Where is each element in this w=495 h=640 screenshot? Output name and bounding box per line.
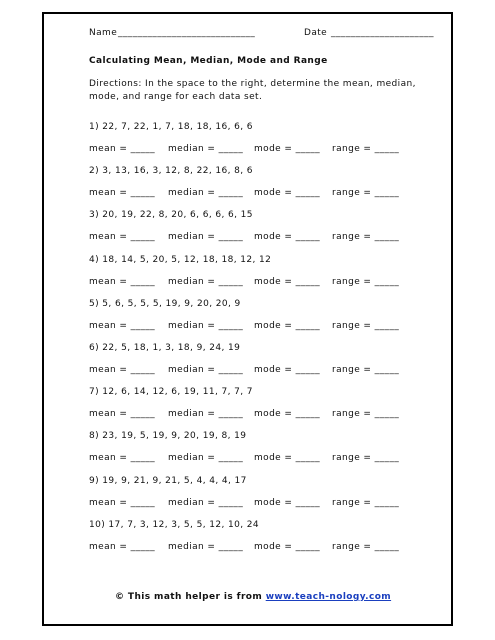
problem-data-set: 5) 5, 6, 5, 5, 5, 19, 9, 20, 20, 9 bbox=[89, 298, 241, 309]
mean-answer-blank[interactable]: mean = _____ bbox=[89, 232, 156, 243]
median-answer-blank[interactable]: median = _____ bbox=[168, 497, 244, 508]
mode-answer-blank[interactable]: mode = _____ bbox=[254, 232, 321, 243]
date-blank[interactable]: _____________________ bbox=[331, 28, 434, 38]
problem-data-set: 8) 23, 19, 5, 19, 9, 20, 19, 8, 19 bbox=[89, 431, 247, 442]
range-answer-blank[interactable]: range = _____ bbox=[332, 365, 400, 375]
mode-answer-blank[interactable]: mode = _____ bbox=[254, 497, 321, 508]
range-answer-blank[interactable]: range = _____ bbox=[332, 320, 400, 331]
mode-answer-blank[interactable]: mode = _____ bbox=[254, 320, 321, 331]
median-answer-blank[interactable]: median = _____ bbox=[168, 453, 244, 464]
problem-data-set: 3) 20, 19, 22, 8, 20, 6, 6, 6, 6, 15 bbox=[89, 210, 253, 221]
mode-answer-blank[interactable]: mode = _____ bbox=[254, 409, 321, 420]
directions-line-1: Directions: In the space to the right, determine the mean, median, bbox=[89, 79, 416, 89]
median-answer-blank[interactable]: median = _____ bbox=[168, 232, 244, 243]
median-answer-blank[interactable]: median = _____ bbox=[168, 541, 244, 552]
mean-answer-blank[interactable]: mean = _____ bbox=[89, 144, 156, 154]
problem-data-set: 10) 17, 7, 3, 12, 3, 5, 5, 12, 10, 24 bbox=[89, 519, 260, 530]
mean-answer-blank[interactable]: mean = _____ bbox=[89, 409, 156, 420]
range-answer-blank[interactable]: range = _____ bbox=[332, 497, 400, 508]
median-answer-blank[interactable]: median = _____ bbox=[168, 188, 244, 199]
name-label: Name bbox=[89, 28, 118, 38]
worksheet-page bbox=[42, 12, 453, 626]
median-answer-blank[interactable]: median = _____ bbox=[168, 276, 244, 287]
problem-data-set: 7) 12, 6, 14, 12, 6, 19, 11, 7, 7, 7 bbox=[89, 387, 253, 398]
mode-answer-blank[interactable]: mode = _____ bbox=[254, 276, 321, 287]
date-label: Date bbox=[304, 28, 328, 38]
range-answer-blank[interactable]: range = _____ bbox=[332, 541, 400, 552]
footer-credit bbox=[115, 592, 391, 602]
mean-answer-blank[interactable]: mean = _____ bbox=[89, 365, 156, 375]
footer-prefix: © This math helper is from bbox=[115, 592, 266, 602]
mode-answer-blank[interactable]: mode = _____ bbox=[254, 541, 321, 552]
problem-data-set: 9) 19, 9, 21, 9, 21, 5, 4, 4, 4, 17 bbox=[89, 475, 247, 486]
range-answer-blank[interactable]: range = _____ bbox=[332, 409, 400, 420]
problem-data-set: 2) 3, 13, 16, 3, 12, 8, 22, 16, 8, 6 bbox=[89, 166, 253, 177]
median-answer-blank[interactable]: median = _____ bbox=[168, 320, 244, 331]
worksheet-title: Calculating Mean, Median, Mode and Range bbox=[89, 56, 328, 66]
mean-answer-blank[interactable]: mean = _____ bbox=[89, 276, 156, 287]
mean-answer-blank[interactable]: mean = _____ bbox=[89, 541, 156, 552]
mode-answer-blank[interactable]: mode = _____ bbox=[254, 365, 321, 375]
directions-line-2: mode, and range for each data set. bbox=[89, 92, 263, 102]
range-answer-blank[interactable]: range = _____ bbox=[332, 188, 400, 199]
range-answer-blank[interactable]: range = _____ bbox=[332, 453, 400, 464]
range-answer-blank[interactable]: range = _____ bbox=[332, 144, 400, 154]
mean-answer-blank[interactable]: mean = _____ bbox=[89, 497, 156, 508]
problem-data-set: 4) 18, 14, 5, 20, 5, 12, 18, 18, 12, 12 bbox=[89, 254, 272, 265]
mode-answer-blank[interactable]: mode = _____ bbox=[254, 144, 321, 154]
mean-answer-blank[interactable]: mean = _____ bbox=[89, 320, 156, 331]
mode-answer-blank[interactable]: mode = _____ bbox=[254, 453, 321, 464]
footer-link[interactable]: www.teach-nology.com bbox=[265, 592, 392, 602]
range-answer-blank[interactable]: range = _____ bbox=[332, 276, 400, 287]
median-answer-blank[interactable]: median = _____ bbox=[168, 144, 244, 154]
problem-data-set: 6) 22, 5, 18, 1, 3, 18, 9, 24, 19 bbox=[89, 343, 241, 353]
mean-answer-blank[interactable]: mean = _____ bbox=[89, 188, 156, 199]
mode-answer-blank[interactable]: mode = _____ bbox=[254, 188, 321, 199]
median-answer-blank[interactable]: median = _____ bbox=[168, 409, 244, 420]
median-answer-blank[interactable]: median = _____ bbox=[168, 365, 244, 375]
range-answer-blank[interactable]: range = _____ bbox=[332, 232, 400, 243]
problem-data-set: 1) 22, 7, 22, 1, 7, 18, 18, 16, 6, 6 bbox=[89, 122, 253, 132]
name-blank[interactable]: ____________________________ bbox=[118, 28, 256, 38]
mean-answer-blank[interactable]: mean = _____ bbox=[89, 453, 156, 464]
